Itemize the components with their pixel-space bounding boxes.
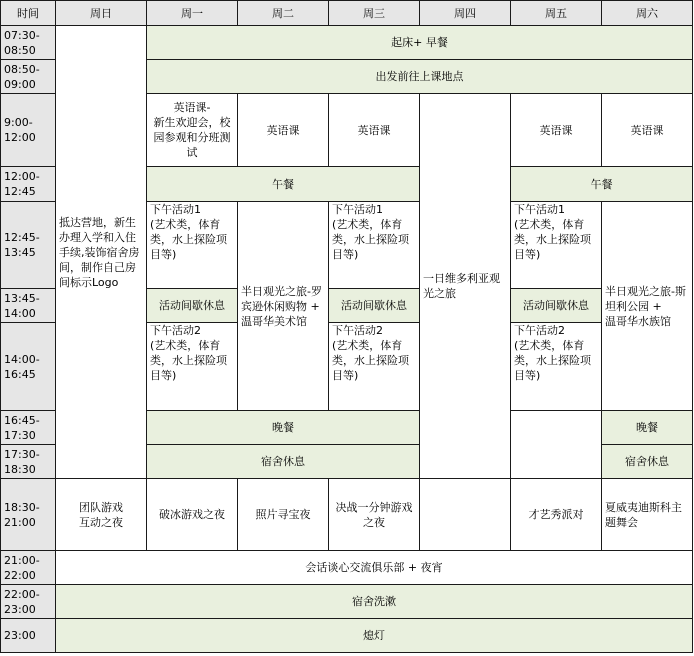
table-row bbox=[1, 479, 693, 551]
time-cell: 14:00- 16:45 bbox=[1, 323, 56, 411]
monday-break-cell: 活动间歇休息 bbox=[147, 289, 238, 323]
header-sunday: 周日 bbox=[56, 1, 147, 26]
saturday-evening-cell: 夏威夷迪斯科主题舞会 bbox=[602, 479, 693, 551]
thursday-trip-cell: 一日维多利亚观光之旅 bbox=[420, 94, 511, 479]
friday-evening-cell: 才艺秀派对 bbox=[511, 479, 602, 551]
table-row bbox=[1, 585, 693, 619]
time-cell: 21:00- 22:00 bbox=[1, 551, 56, 585]
time-cell: 08:50- 09:00 bbox=[1, 60, 56, 94]
wednesday-pm1-cell: 下午活动1 (艺术类，体育类，水上探险项目等) bbox=[329, 202, 420, 289]
time-cell: 23:00 bbox=[1, 619, 56, 653]
lunch-mon-wed-cell: 午餐 bbox=[147, 167, 420, 202]
table-row bbox=[1, 551, 693, 585]
time-cell: 07:30- 08:50 bbox=[1, 26, 56, 60]
header-row bbox=[1, 1, 693, 26]
time-cell: 9:00- 12:00 bbox=[1, 94, 56, 167]
time-cell: 22:00- 23:00 bbox=[1, 585, 56, 619]
rest-fri-sat-cell: 宿舍休息 bbox=[602, 445, 693, 479]
tuesday-trip-cell: 半日观光之旅-罗宾逊休闲购物 + 温哥华美术馆 bbox=[238, 202, 329, 411]
wednesday-morning-cell: 英语课 bbox=[329, 94, 420, 167]
monday-evening-cell: 破冰游戏之夜 bbox=[147, 479, 238, 551]
friday-morning-cell: 英语课 bbox=[511, 94, 602, 167]
sunday-evening-cell: 团队游戏 互动之夜 bbox=[56, 479, 147, 551]
dinner-mon-wed-cell: 晚餐 bbox=[147, 411, 420, 445]
header-thursday: 周四 bbox=[420, 1, 511, 26]
friday-pm2-cell: 下午活动2 (艺术类，体育类，水上探险项目等) bbox=[511, 323, 602, 411]
table-row bbox=[1, 619, 693, 653]
tuesday-morning-cell: 英语课 bbox=[238, 94, 329, 167]
lunch-fri-sat-cell: 午餐 bbox=[511, 167, 693, 202]
header-wednesday: 周三 bbox=[329, 1, 420, 26]
breakfast-cell: 起床+ 早餐 bbox=[147, 26, 693, 60]
wednesday-pm2-cell: 下午活动2 (艺术类，体育类，水上探险项目等) bbox=[329, 323, 420, 411]
time-cell: 13:45- 14:00 bbox=[1, 289, 56, 323]
time-cell: 12:45- 13:45 bbox=[1, 202, 56, 289]
header-friday: 周五 bbox=[511, 1, 602, 26]
thursday-gap-cell bbox=[511, 411, 602, 479]
time-cell: 12:00- 12:45 bbox=[1, 167, 56, 202]
wash-cell: 宿舍洗漱 bbox=[56, 585, 693, 619]
rest-mon-wed-cell: 宿舍休息 bbox=[147, 445, 420, 479]
header-tuesday: 周二 bbox=[238, 1, 329, 26]
club-cell: 会话谈心交流俱乐部 + 夜宵 bbox=[56, 551, 693, 585]
time-cell: 16:45- 17:30 bbox=[1, 411, 56, 445]
friday-pm1-cell: 下午活动1 (艺术类，体育类，水上探险项目等) bbox=[511, 202, 602, 289]
header-monday: 周一 bbox=[147, 1, 238, 26]
wednesday-break-cell: 活动间歇休息 bbox=[329, 289, 420, 323]
dinner-friday-cell: 晚餐 bbox=[602, 411, 693, 445]
table-row bbox=[1, 26, 693, 60]
sunday-arrival-cell: 抵达营地，新生办理入学和入住手续,装饰宿舍房间，制作自己房间标示Logo bbox=[56, 26, 147, 479]
header-time: 时间 bbox=[1, 1, 56, 26]
monday-morning-cell: 英语课- 新生欢迎会，校园参观和分班测试 bbox=[147, 94, 238, 167]
monday-pm2-cell: 下午活动2 (艺术类，体育类，水上探险项目等) bbox=[147, 323, 238, 411]
thursday-evening-cell bbox=[420, 479, 511, 551]
header-saturday: 周六 bbox=[602, 1, 693, 26]
saturday-trip-cell: 半日观光之旅-斯坦利公园 + 温哥华水族馆 bbox=[602, 202, 693, 411]
wednesday-evening-cell: 决战一分钟游戏之夜 bbox=[329, 479, 420, 551]
saturday-morning-cell: 英语课 bbox=[602, 94, 693, 167]
time-cell: 18:30- 21:00 bbox=[1, 479, 56, 551]
departure-cell: 出发前往上课地点 bbox=[147, 60, 693, 94]
lights-out-cell: 熄灯 bbox=[56, 619, 693, 653]
friday-break-cell: 活动间歇休息 bbox=[511, 289, 602, 323]
time-cell: 17:30- 18:30 bbox=[1, 445, 56, 479]
monday-pm1-cell: 下午活动1 (艺术类，体育类，水上探险项目等) bbox=[147, 202, 238, 289]
tuesday-evening-cell: 照片寻宝夜 bbox=[238, 479, 329, 551]
